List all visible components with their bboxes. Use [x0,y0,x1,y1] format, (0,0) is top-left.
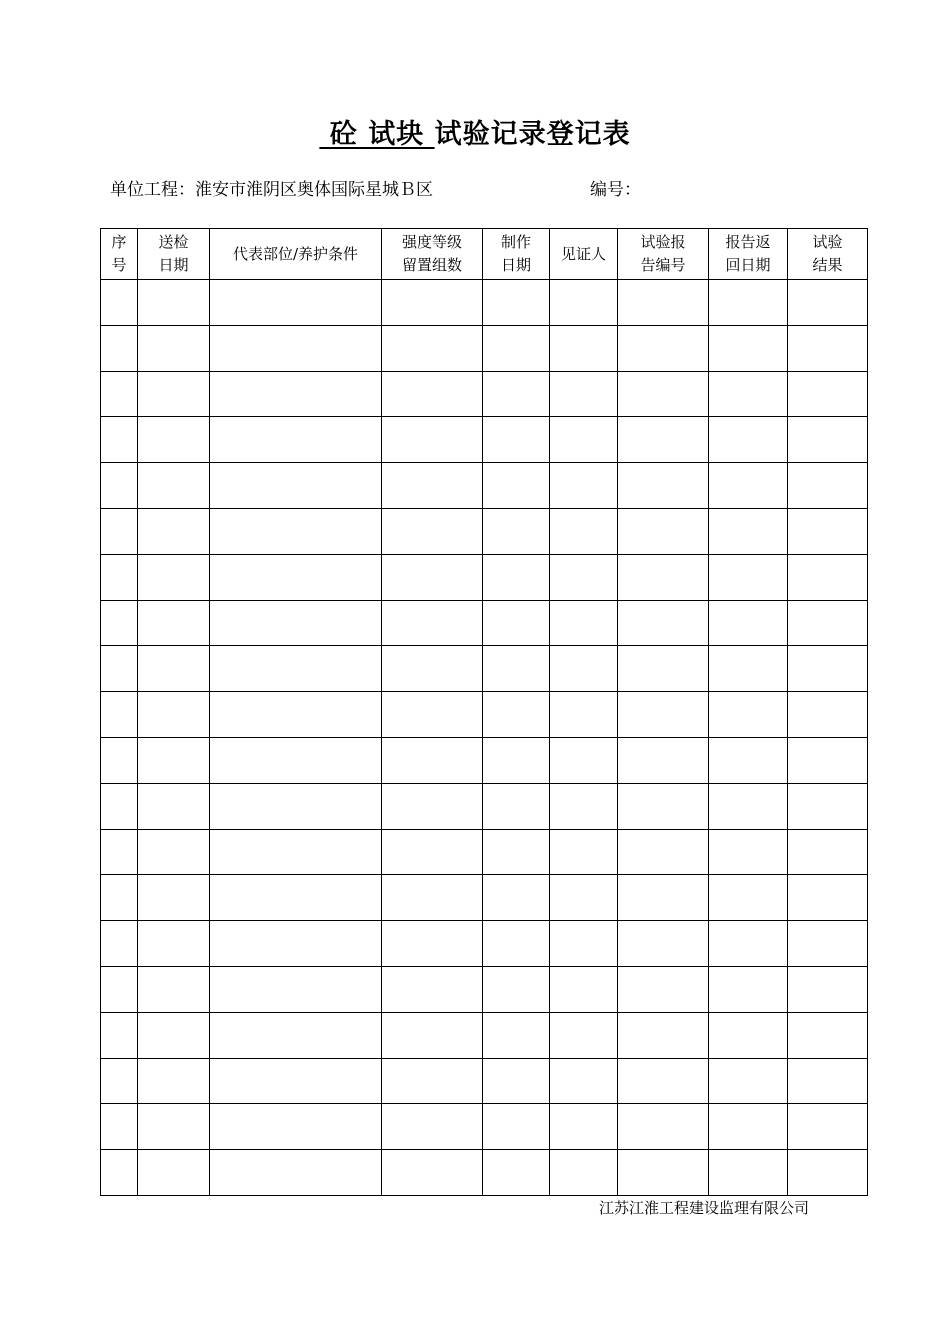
table-cell[interactable] [138,600,210,646]
table-cell[interactable] [483,600,550,646]
table-cell[interactable] [788,646,868,692]
table-cell[interactable] [138,1150,210,1196]
table-cell[interactable] [618,280,709,326]
table-cell[interactable] [483,463,550,509]
table-cell[interactable] [709,783,788,829]
title-underlined-part: 砼 试块 [319,119,435,150]
table-cell[interactable] [210,737,382,783]
table-row [101,1104,868,1150]
table-row [101,554,868,600]
table-cell[interactable] [138,508,210,554]
table-cell[interactable] [210,966,382,1012]
table-cell[interactable] [101,371,138,417]
header-strength-groups: 强度等级 留置组数 [382,229,483,280]
table-cell[interactable] [210,783,382,829]
table-cell[interactable] [483,646,550,692]
table-cell[interactable] [210,463,382,509]
table-cell[interactable] [483,1150,550,1196]
table-cell[interactable] [101,463,138,509]
table-row [101,829,868,875]
table-cell[interactable] [483,280,550,326]
table-cell[interactable] [618,508,709,554]
table-cell[interactable] [618,463,709,509]
page-title [0,112,950,151]
table-cell[interactable] [101,829,138,875]
table-cell[interactable] [101,280,138,326]
table-cell[interactable] [550,646,618,692]
table-cell[interactable] [618,921,709,967]
table-cell[interactable] [210,692,382,738]
table-cell[interactable] [210,1104,382,1150]
record-table [100,228,868,1196]
table-cell[interactable] [618,783,709,829]
table-cell[interactable] [788,508,868,554]
table-cell[interactable] [709,875,788,921]
table-cell[interactable] [709,1058,788,1104]
table-row [101,371,868,417]
table-cell[interactable] [138,875,210,921]
table-cell[interactable] [138,417,210,463]
table-row [101,1012,868,1058]
table-cell[interactable] [550,280,618,326]
table-cell[interactable] [483,417,550,463]
table-cell[interactable] [138,463,210,509]
table-cell[interactable] [618,371,709,417]
table-row [101,325,868,371]
table-cell[interactable] [382,646,483,692]
table-cell[interactable] [709,921,788,967]
table-cell[interactable] [709,417,788,463]
table-cell[interactable] [788,463,868,509]
table-row [101,966,868,1012]
table-cell[interactable] [382,737,483,783]
table-cell[interactable] [788,875,868,921]
table-cell[interactable] [101,325,138,371]
table-cell[interactable] [138,1104,210,1150]
table-cell[interactable] [709,1104,788,1150]
table-cell[interactable] [210,1012,382,1058]
table-cell[interactable] [483,554,550,600]
table-cell[interactable] [382,463,483,509]
table-cell[interactable] [788,1150,868,1196]
table-cell[interactable] [550,325,618,371]
table-row [101,1058,868,1104]
header-test-result: 试验 结果 [788,229,868,280]
table-cell[interactable] [550,966,618,1012]
table-cell[interactable] [709,692,788,738]
table-cell[interactable] [788,737,868,783]
table-body [101,280,868,1196]
table-cell[interactable] [709,280,788,326]
table-cell[interactable] [618,417,709,463]
table-cell[interactable] [788,600,868,646]
table-cell[interactable] [788,1012,868,1058]
table-row [101,875,868,921]
table-cell[interactable] [483,692,550,738]
table-cell[interactable] [550,1058,618,1104]
table-cell[interactable] [550,600,618,646]
table-cell[interactable] [709,554,788,600]
table-cell[interactable] [138,1012,210,1058]
header-location-curing: 代表部位/养护条件 [210,229,382,280]
table-cell[interactable] [550,371,618,417]
table-cell[interactable] [210,921,382,967]
table-cell[interactable] [618,966,709,1012]
table-row [101,600,868,646]
table-cell[interactable] [101,1150,138,1196]
header-report-no: 试验报 告编号 [618,229,709,280]
table-cell[interactable] [101,508,138,554]
table-cell[interactable] [709,463,788,509]
table-cell[interactable] [550,783,618,829]
table-cell[interactable] [210,371,382,417]
table-cell[interactable] [483,921,550,967]
table-cell[interactable] [210,829,382,875]
table-row [101,508,868,554]
table-cell[interactable] [138,646,210,692]
table-cell[interactable] [550,692,618,738]
table-cell[interactable] [550,554,618,600]
table-cell[interactable] [382,280,483,326]
table-cell[interactable] [709,646,788,692]
table-cell[interactable] [788,692,868,738]
table-cell[interactable] [138,280,210,326]
title-rest: 试验记录登记表 [434,119,631,150]
table-cell[interactable] [138,325,210,371]
table-cell[interactable] [618,829,709,875]
table-cell[interactable] [550,417,618,463]
table-cell[interactable] [382,417,483,463]
table-cell[interactable] [709,371,788,417]
table-cell[interactable] [483,875,550,921]
table-cell[interactable] [138,966,210,1012]
table-cell[interactable] [101,921,138,967]
table-cell[interactable] [788,829,868,875]
table-cell[interactable] [788,325,868,371]
table-cell[interactable] [550,737,618,783]
table-cell[interactable] [138,829,210,875]
table-cell[interactable] [101,417,138,463]
table-cell[interactable] [138,921,210,967]
table-cell[interactable] [382,1012,483,1058]
table-cell[interactable] [210,875,382,921]
table-cell[interactable] [210,508,382,554]
table-cell[interactable] [382,325,483,371]
table-cell[interactable] [210,554,382,600]
table-cell[interactable] [210,417,382,463]
table-cell[interactable] [788,921,868,967]
table-cell[interactable] [382,783,483,829]
table-row [101,692,868,738]
table-cell[interactable] [101,966,138,1012]
table-cell[interactable] [618,875,709,921]
table-cell[interactable] [382,829,483,875]
table-cell[interactable] [101,1058,138,1104]
unit-project-line [110,178,433,202]
table-cell[interactable] [138,737,210,783]
table-cell[interactable] [618,1104,709,1150]
table-cell[interactable] [210,325,382,371]
header-witness: 见证人 [550,229,618,280]
header-submit-date: 送检 日期 [138,229,210,280]
table-cell[interactable] [709,966,788,1012]
table-cell[interactable] [138,371,210,417]
table-cell[interactable] [618,325,709,371]
table-cell[interactable] [483,1012,550,1058]
table-cell[interactable] [483,325,550,371]
table-row [101,280,868,326]
table-cell[interactable] [483,966,550,1012]
table-cell[interactable] [709,325,788,371]
table-cell[interactable] [483,1058,550,1104]
table-header-row [101,229,868,280]
table-cell[interactable] [382,875,483,921]
table-cell[interactable] [210,600,382,646]
table-cell[interactable] [138,554,210,600]
table-cell[interactable] [101,1104,138,1150]
table-cell[interactable] [101,1012,138,1058]
table-cell[interactable] [618,692,709,738]
table-cell[interactable] [210,1058,382,1104]
table-cell[interactable] [210,646,382,692]
table-cell[interactable] [550,1104,618,1150]
table-cell[interactable] [709,1150,788,1196]
table-row [101,737,868,783]
table-cell[interactable] [709,600,788,646]
table-cell[interactable] [101,554,138,600]
serial-number-line [590,178,641,202]
table-cell[interactable] [550,508,618,554]
table-cell[interactable] [483,829,550,875]
table-cell[interactable] [101,646,138,692]
table-cell[interactable] [788,1058,868,1104]
table-cell[interactable] [382,1058,483,1104]
table-cell[interactable] [483,1104,550,1150]
table-cell[interactable] [210,1150,382,1196]
table-cell[interactable] [382,600,483,646]
table-row [101,921,868,967]
table-cell[interactable] [618,646,709,692]
table-cell[interactable] [550,875,618,921]
table-cell[interactable] [788,371,868,417]
table-cell[interactable] [382,1150,483,1196]
table-cell[interactable] [382,371,483,417]
unit-project-label: 单位工程： [110,180,195,200]
table-cell[interactable] [550,921,618,967]
table-cell[interactable] [788,783,868,829]
header-make-date: 制作 日期 [483,229,550,280]
table-cell[interactable] [618,554,709,600]
table-cell[interactable] [788,1104,868,1150]
table-cell[interactable] [550,829,618,875]
table-cell[interactable] [483,371,550,417]
table-cell[interactable] [550,1012,618,1058]
header-return-date: 报告返 回日期 [709,229,788,280]
table-cell[interactable] [101,692,138,738]
table-cell[interactable] [101,737,138,783]
table-cell[interactable] [382,921,483,967]
table-cell[interactable] [550,1150,618,1196]
table-cell[interactable] [382,1104,483,1150]
table-cell[interactable] [709,737,788,783]
table-cell[interactable] [618,600,709,646]
table-cell[interactable] [483,508,550,554]
table-row [101,463,868,509]
table-row [101,646,868,692]
table-cell[interactable] [101,875,138,921]
table-cell[interactable] [382,508,483,554]
table-row [101,783,868,829]
company-footer: 江苏江淮工程建设监理有限公司 [599,1199,810,1217]
table-cell[interactable] [618,1058,709,1104]
table-cell[interactable] [709,1012,788,1058]
table-cell[interactable] [788,417,868,463]
table-cell[interactable] [788,966,868,1012]
table-cell[interactable] [709,829,788,875]
table-cell[interactable] [788,280,868,326]
table-cell[interactable] [138,783,210,829]
table-cell[interactable] [382,554,483,600]
table-cell[interactable] [618,1012,709,1058]
table-row [101,1150,868,1196]
table-cell[interactable] [210,280,382,326]
table-cell[interactable] [382,692,483,738]
table-cell[interactable] [101,783,138,829]
table-cell[interactable] [550,463,618,509]
table-cell[interactable] [138,692,210,738]
header-serial-no: 序 号 [101,229,138,280]
table-cell[interactable] [382,966,483,1012]
table-cell[interactable] [618,737,709,783]
table-cell[interactable] [618,1150,709,1196]
table-cell[interactable] [138,1058,210,1104]
table-cell[interactable] [483,737,550,783]
table-cell[interactable] [709,508,788,554]
table-row [101,417,868,463]
table-cell[interactable] [788,554,868,600]
table-cell[interactable] [101,600,138,646]
table-cell[interactable] [483,783,550,829]
serial-number-label: 编号： [590,180,641,200]
unit-project-value: 淮安市淮阴区奥体国际星城Ｂ区 [195,180,433,200]
